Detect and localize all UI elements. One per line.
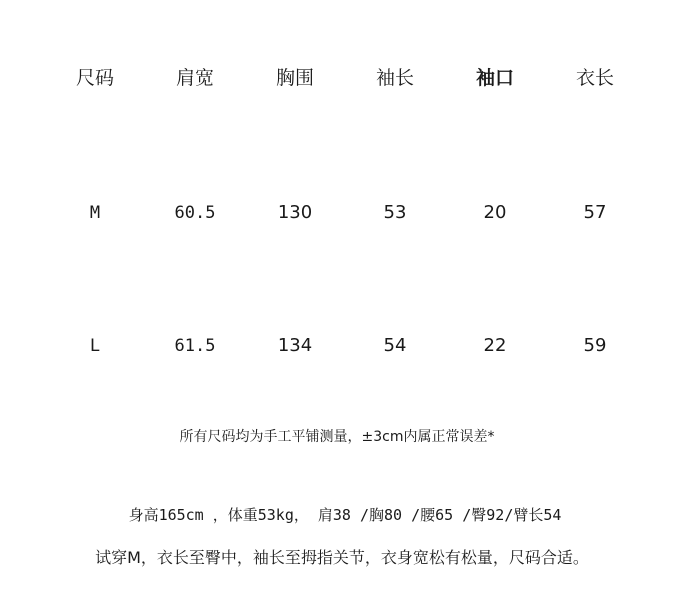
header-body-length: 衣长 (575, 67, 614, 89)
cell-shoulder-width: 60.5 (174, 203, 216, 223)
cell-chest: 134 (277, 335, 313, 356)
cell-shoulder-width: 61.5 (174, 336, 216, 356)
header-sleeve-length: 袖长 (375, 67, 414, 89)
table-row (45, 318, 645, 374)
cell-chest: 130 (277, 202, 313, 223)
cell-size: L (89, 336, 101, 356)
cell-cuff: 22 (483, 335, 507, 356)
header-cuff: 袖口 (475, 67, 514, 89)
header-size: 尺码 (75, 67, 114, 89)
cell-sleeve-length: 54 (383, 335, 407, 356)
cell-body-length: 57 (583, 202, 607, 223)
table-row (45, 185, 645, 241)
fit-description: 试穿M，衣长至臀中，袖长至拇指关节，衣身宽松有松量，尺码合适。 (95, 548, 589, 567)
cell-size: M (89, 203, 101, 223)
model-measurements: 身高165cm ，体重53kg， 肩38 /胸80 /腰65 /臀92/臂长54 (128, 506, 562, 524)
header-chest: 胸围 (275, 67, 314, 89)
cell-cuff: 20 (483, 202, 507, 223)
measurement-note: 所有尺码均为手工平铺测量，±3cm内属正常误差* (179, 429, 495, 445)
cell-sleeve-length: 53 (383, 202, 407, 223)
cell-body-length: 59 (583, 335, 607, 356)
header-shoulder-width: 肩宽 (175, 67, 214, 89)
table-header-row (45, 50, 645, 106)
